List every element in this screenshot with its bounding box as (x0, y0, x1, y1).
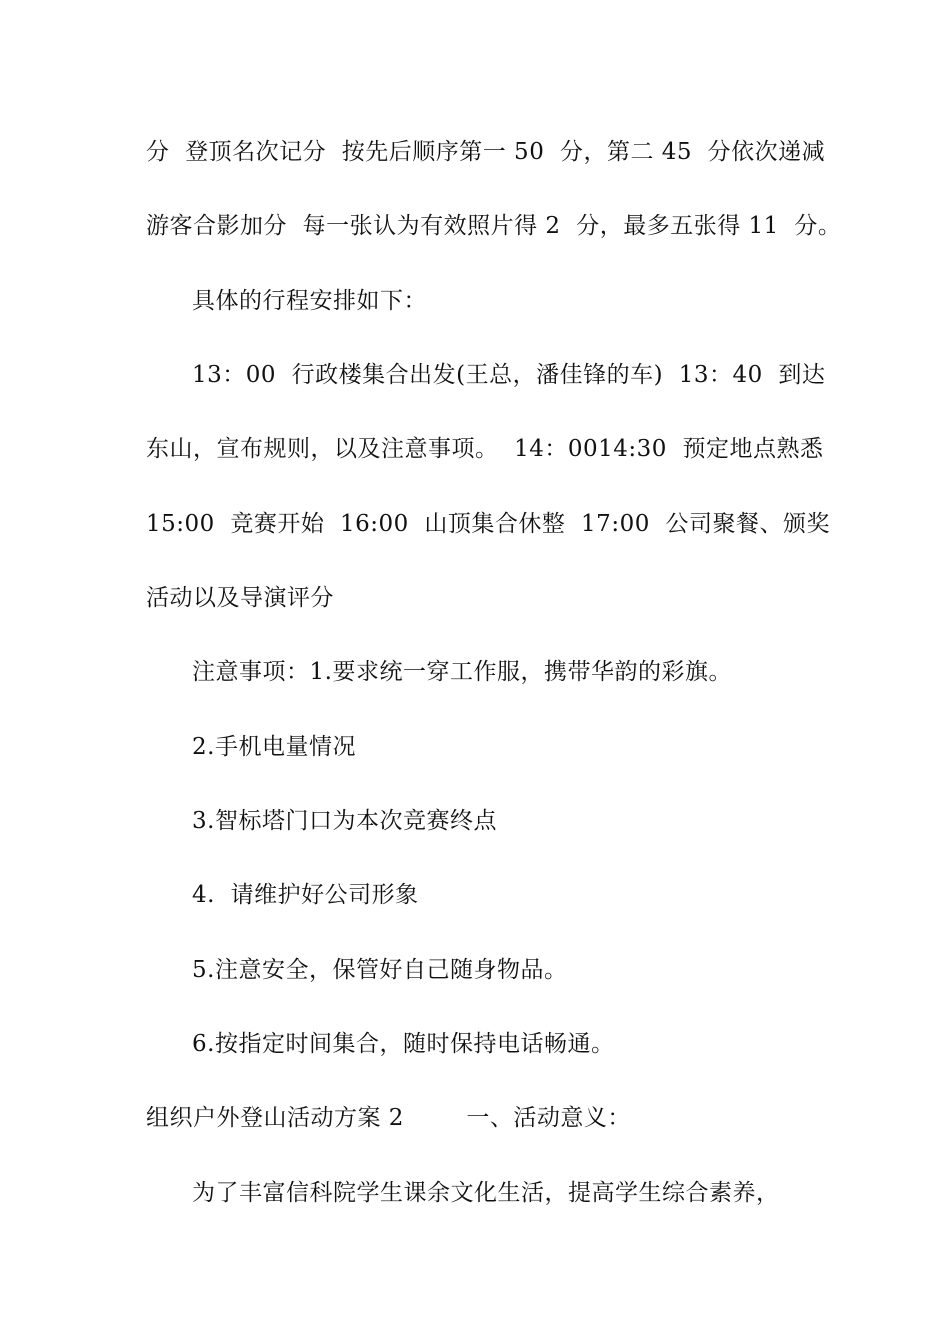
list-item: 6.按指定时间集合，随时保持电话畅通。 (192, 1031, 615, 1057)
paragraph-line: 东山，宣布规则，以及注意事项。 14：0014:30 预定地点熟悉 (146, 436, 824, 462)
list-item: 4. 请维护好公司形象 (192, 882, 419, 908)
list-item: 3.智标塔门口为本次竞赛终点 (192, 808, 497, 834)
paragraph-line: 游客合影加分 每一张认为有效照片得 2 分，最多五张得 11 分。 (146, 213, 842, 239)
paragraph-line: 具体的行程安排如下： (192, 288, 427, 314)
list-item: 5.注意安全，保管好自己随身物品。 (192, 957, 568, 983)
paragraph-line: 注意事项：1.要求统一穿工作服，携带华韵的彩旗。 (192, 659, 732, 685)
paragraph-line: 为了丰富信科院学生课余文化生活，提高学生综合素养， (192, 1180, 780, 1206)
paragraph-line: 15:00 竞赛开始 16:00 山顶集合休整 17:00 公司聚餐、颁奖 (146, 511, 830, 537)
paragraph-line: 分 登顶名次记分 按先后顺序第一 50 分，第二 45 分依次递减 (146, 139, 826, 165)
section-heading: 组织户外登山活动方案 2 一、活动意义： (146, 1105, 631, 1131)
paragraph-line: 活动以及导演评分 (146, 585, 334, 611)
paragraph-line: 13：00 行政楼集合出发(王总，潘佳锋的车) 13：40 到达 (192, 362, 826, 388)
list-item: 2.手机电量情况 (192, 734, 356, 760)
